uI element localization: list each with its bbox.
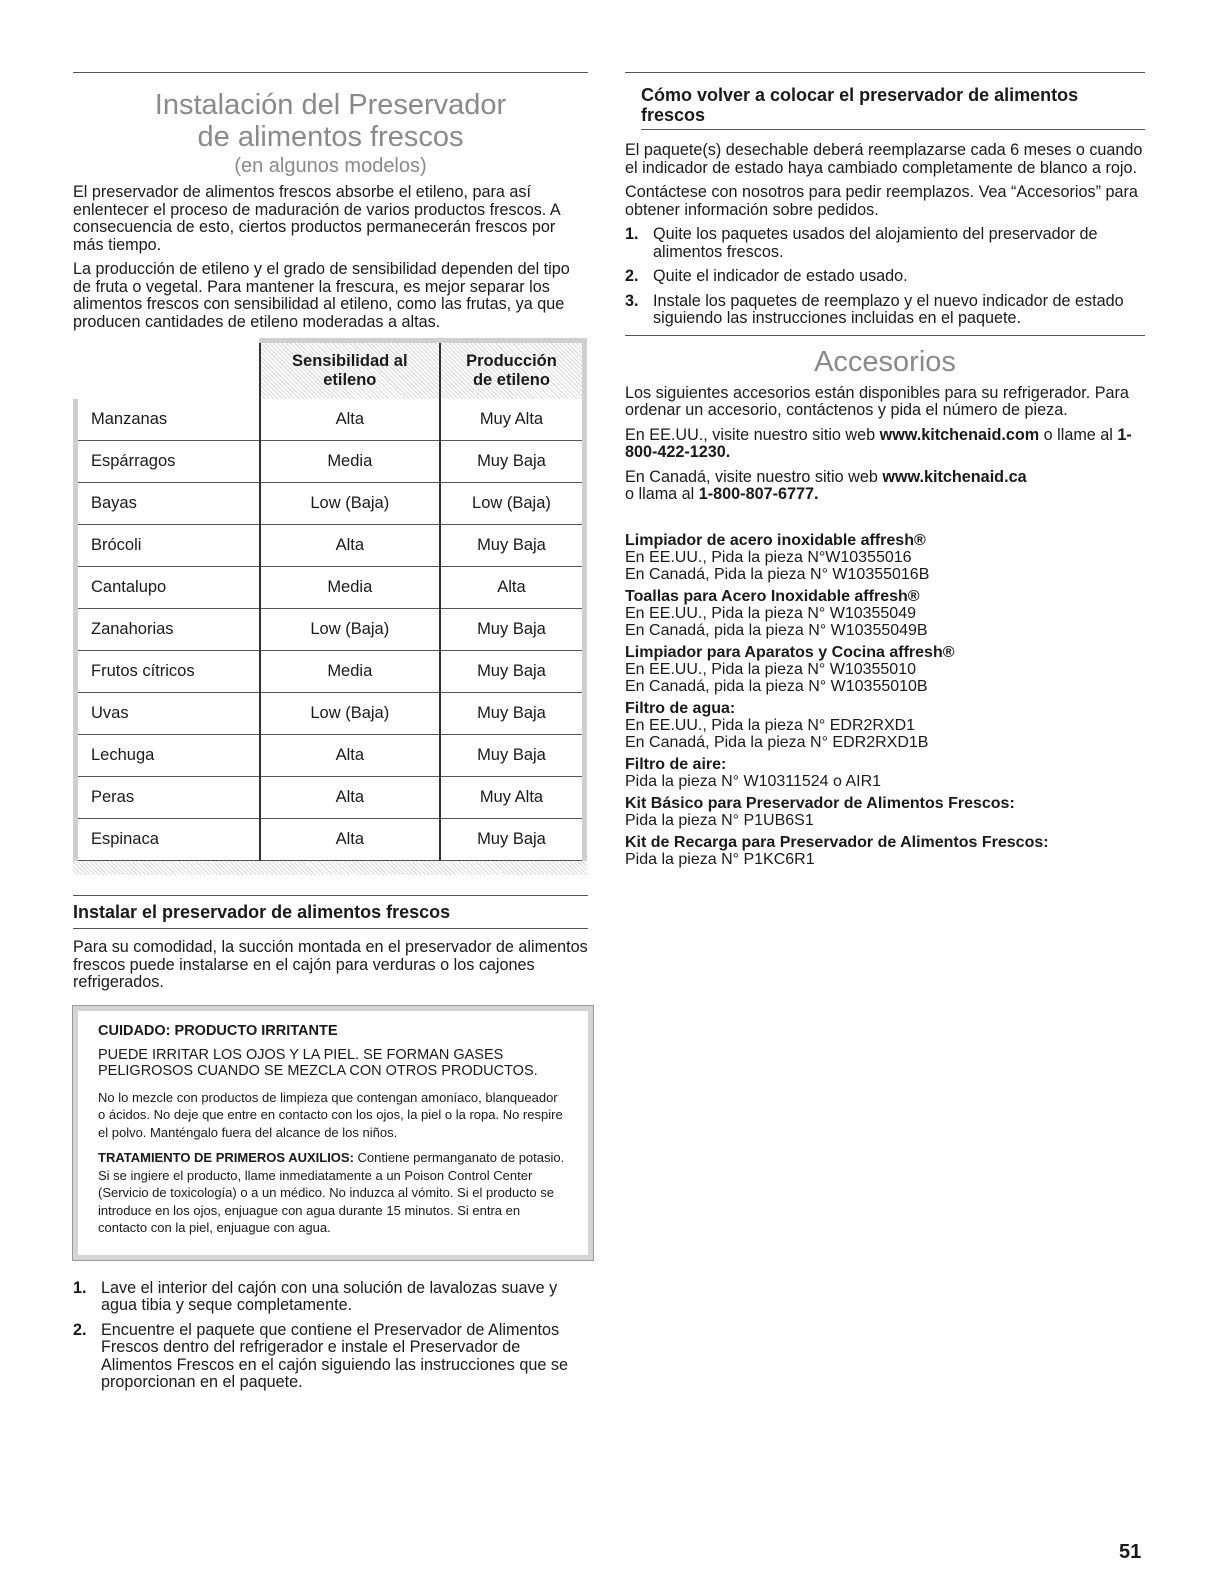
product-part-line: En EE.UU., Pida la pieza N° EDR2RXD1 xyxy=(625,716,916,734)
title-line-2: de alimentos frescos xyxy=(197,121,464,153)
sensitivity-value: Alta xyxy=(260,777,440,819)
caution-box xyxy=(73,1006,593,1260)
us-phone: 1-800-422-1230. xyxy=(625,425,1132,461)
production-value: Muy Baja xyxy=(440,441,585,483)
list-item xyxy=(625,588,1145,639)
install-heading: Instalar el preservador de alimentos frescos xyxy=(73,902,451,922)
table-row xyxy=(76,525,585,567)
list-item xyxy=(625,834,1145,868)
produce-name: Lechuga xyxy=(76,735,260,777)
replace-paragraph-2: Contáctese con nosotros para pedir reemplazos. Vea “Accesorios” para obtener información sobre pedidos. xyxy=(625,183,1138,219)
table-header-sensitivity xyxy=(260,341,440,400)
text: o llame al xyxy=(1039,425,1118,444)
table-row xyxy=(76,483,585,525)
us-website-link[interactable]: www.kitchenaid.com xyxy=(879,425,1040,444)
accessories-rule xyxy=(625,335,1145,336)
product-name: Limpiador para Aparatos y Cocina affresh® xyxy=(625,643,955,661)
text: o llama al xyxy=(625,485,699,503)
step-number: 3. xyxy=(625,291,639,310)
install-paragraph: Para su comodidad, la succión montada en el preservador de alimentos frescos puede instalarse en el cajón para verduras o los cajones refrigerados. xyxy=(73,938,588,991)
list-item xyxy=(625,756,1145,790)
product-part-line: Pida la pieza N° W10311524 o AIR1 xyxy=(625,772,882,790)
produce-name: Uvas xyxy=(76,693,260,735)
sensitivity-value: Media xyxy=(260,567,440,609)
product-part-line: En Canadá, Pida la pieza N° W10355016B xyxy=(625,565,930,583)
product-name: Limpiador de acero inoxidable affresh® xyxy=(625,531,926,549)
table-header-production xyxy=(440,341,585,400)
produce-name: Peras xyxy=(76,777,260,819)
production-value: Muy Alta xyxy=(440,399,585,441)
replace-paragraph-1: El paquete(s) desechable deberá reemplazarse cada 6 meses o cuando el indicador de estado haya cambiado completamente de blanco a rojo. xyxy=(625,141,1143,177)
table-header-empty xyxy=(76,341,260,400)
step-number: 2. xyxy=(625,267,639,285)
title-line-1: Instalación del Preservador xyxy=(154,89,507,121)
produce-name: Bayas xyxy=(76,483,260,525)
sensitivity-value: Low (Baja) xyxy=(260,693,440,735)
section-subtitle: (en algunos modelos) xyxy=(234,155,427,177)
list-item xyxy=(625,293,1145,328)
product-part-line: En Canadá, pida la pieza N° W10355010B xyxy=(625,677,928,695)
production-value: Alta xyxy=(440,567,585,609)
production-value: Muy Baja xyxy=(440,819,585,861)
product-part-line: En EE.UU., Pida la pieza N°W10355016 xyxy=(625,548,912,566)
production-value: Muy Baja xyxy=(440,609,585,651)
sensitivity-value: Low (Baja) xyxy=(260,483,440,525)
produce-name: Cantalupo xyxy=(76,567,260,609)
step-number: 2. xyxy=(73,1320,87,1339)
step-text: Quite el indicador de estado usado. xyxy=(653,267,908,285)
product-part-line: En EE.UU., Pida la pieza N° W10355049 xyxy=(625,604,916,622)
sensitivity-value: Media xyxy=(260,651,440,693)
accessories-paragraph: Los siguientes accesorios están disponibles para su refrigerador. Para ordenar un accesorio, contáctenos y pida el número de pieza. xyxy=(625,383,1129,419)
table-row xyxy=(76,651,585,693)
step-text: Quite los paquetes usados del alojamiento del preservador de alimentos frescos. xyxy=(653,225,1098,261)
first-aid-label: TRATAMIENTO DE PRIMEROS AUXILIOS: xyxy=(98,1150,354,1165)
ethylene-table-wrapper xyxy=(73,338,588,875)
produce-name: Manzanas xyxy=(76,399,260,441)
product-list xyxy=(625,532,1145,868)
step-text: Encuentre el paquete que contiene el Preservador de Alimentos Frescos dentro del refrigerador e instale el Preservador de Alimentos Frescos en el cajón siguiendo las instrucciones que se proporcionan en el paquete. xyxy=(101,1320,568,1391)
step-number: 1. xyxy=(73,1278,87,1297)
ethylene-paragraph: La producción de etileno y el grado de sensibilidad dependen del tipo de fruta o vegetal. Para mantener la frescura, es mejor separar los alimentos frescos con sensibilidad al etileno, como las frutas, ya que producen cantidades de etileno moderadas a altas. xyxy=(73,260,570,331)
table-body xyxy=(76,399,585,861)
product-part-line: Pida la pieza N° P1UB6S1 xyxy=(625,811,814,829)
header-text: Sensibilidad al xyxy=(292,352,408,370)
product-part-line: En Canadá, Pida la pieza N° EDR2RXD1B xyxy=(625,733,929,751)
header-text: de etileno xyxy=(472,371,550,389)
list-item xyxy=(625,644,1145,695)
accessories-title: Accesorios xyxy=(814,345,956,378)
table-row xyxy=(76,399,585,441)
first-aid-text xyxy=(98,1149,568,1237)
table-row xyxy=(76,609,585,651)
product-name: Kit de Recarga para Preservador de Alimentos Frescos: xyxy=(625,833,1049,851)
page-number: 51 xyxy=(1119,1541,1142,1563)
right-column xyxy=(625,72,1145,873)
product-part-line: En EE.UU., Pida la pieza N° W10355010 xyxy=(625,660,916,678)
text: En Canadá, visite nuestro sitio web xyxy=(625,467,883,486)
production-value: Muy Baja xyxy=(440,651,585,693)
install-steps xyxy=(73,1280,588,1392)
product-name: Filtro de agua: xyxy=(625,699,736,717)
text: En EE.UU., visite nuestro sitio web xyxy=(625,425,880,444)
list-item xyxy=(625,268,1145,286)
production-value: Muy Alta xyxy=(440,777,585,819)
sensitivity-value: Low (Baja) xyxy=(260,609,440,651)
produce-name: Frutos cítricos xyxy=(76,651,260,693)
list-item xyxy=(625,795,1145,829)
replace-rule xyxy=(641,129,1145,130)
list-item xyxy=(625,226,1145,261)
produce-name: Espárragos xyxy=(76,441,260,483)
table-bottom-border xyxy=(73,861,587,875)
step-number: 1. xyxy=(625,225,639,243)
table-row xyxy=(76,567,585,609)
list-item xyxy=(73,1322,588,1392)
production-value: Muy Baja xyxy=(440,735,585,777)
sensitivity-value: Media xyxy=(260,441,440,483)
header-text: etileno xyxy=(323,371,377,389)
production-value: Muy Baja xyxy=(440,525,585,567)
product-name: Toallas para Acero Inoxidable affresh® xyxy=(625,587,920,605)
left-column xyxy=(73,72,588,1399)
intro-paragraph: El preservador de alimentos frescos absorbe el etileno, para así enlentecer el proceso de maduración de varios productos frescos. A consecuencia de esto, ciertos productos permanecerán frescos por más tiempo. xyxy=(73,183,560,254)
caution-text: No lo mezcle con productos de limpieza que contengan amoníaco, blanqueador o ácidos. No deje que entre en contacto con los ojos, la piel o la ropa. No respire el polvo. Manténgalo fuera del alcance de los niños. xyxy=(98,1089,563,1140)
sensitivity-value: Alta xyxy=(260,399,440,441)
table-row xyxy=(76,693,585,735)
table-row xyxy=(76,819,585,861)
sensitivity-value: Alta xyxy=(260,819,440,861)
product-part-line: Pida la pieza N° P1KC6R1 xyxy=(625,850,815,868)
caution-warning: PUEDE IRRITAR LOS OJOS Y LA PIEL. SE FORMAN GASES PELIGROSOS CUANDO SE MEZCLA CON OTROS PRODUCTOS. xyxy=(98,1046,538,1079)
production-value: Muy Baja xyxy=(440,693,585,735)
list-item xyxy=(625,700,1145,751)
sensitivity-value: Alta xyxy=(260,525,440,567)
table-row xyxy=(76,441,585,483)
top-rule-left xyxy=(73,72,588,73)
header-text: Producción xyxy=(466,352,557,370)
production-value: Low (Baja) xyxy=(440,483,585,525)
list-item xyxy=(625,532,1145,583)
table-row xyxy=(76,777,585,819)
list-item xyxy=(73,1280,588,1315)
step-text: Instale los paquetes de reemplazo y el nuevo indicador de estado siguiendo las instrucciones incluidas en el paquete. xyxy=(653,291,1124,327)
replace-steps xyxy=(625,226,1145,328)
sensitivity-value: Alta xyxy=(260,735,440,777)
accessories-us xyxy=(625,427,1145,462)
caution-heading: CUIDADO: PRODUCTO IRRITANTE xyxy=(98,1022,338,1039)
product-part-line: En Canadá, pida la pieza N° W10355049B xyxy=(625,621,928,639)
install-rule-bottom xyxy=(73,928,588,929)
section-title xyxy=(73,89,588,153)
accessories-canada xyxy=(625,469,1145,504)
ca-website-link[interactable]: www.kitchenaid.ca xyxy=(882,467,1027,486)
ethylene-table xyxy=(73,338,587,861)
produce-name: Espinaca xyxy=(76,819,260,861)
produce-name: Brócoli xyxy=(76,525,260,567)
produce-name: Zanahorias xyxy=(76,609,260,651)
first-aid-body: Contiene permanganato de potasio. Si se ingiere el producto, llame inmediatamente a un Poison Control Center (Servicio de toxicología) o a un médico. No induzca al vómito. Si el producto se introduce en los ojos, enjuague con agua durante 15 minutos. Si entra en contacto con la piel, enjuague con agua. xyxy=(98,1150,565,1235)
product-name: Filtro de aire: xyxy=(625,755,727,773)
replace-heading: Cómo volver a colocar el preservador de alimentos frescos xyxy=(641,85,1079,125)
ca-phone: 1-800-807-6777. xyxy=(698,485,819,503)
step-text: Lave el interior del cajón con una solución de lavalozas suave y agua tibia y seque completamente. xyxy=(101,1278,558,1314)
table-header-row xyxy=(76,341,585,400)
table-row xyxy=(76,735,585,777)
product-name: Kit Básico para Preservador de Alimentos Frescos: xyxy=(625,794,1015,812)
